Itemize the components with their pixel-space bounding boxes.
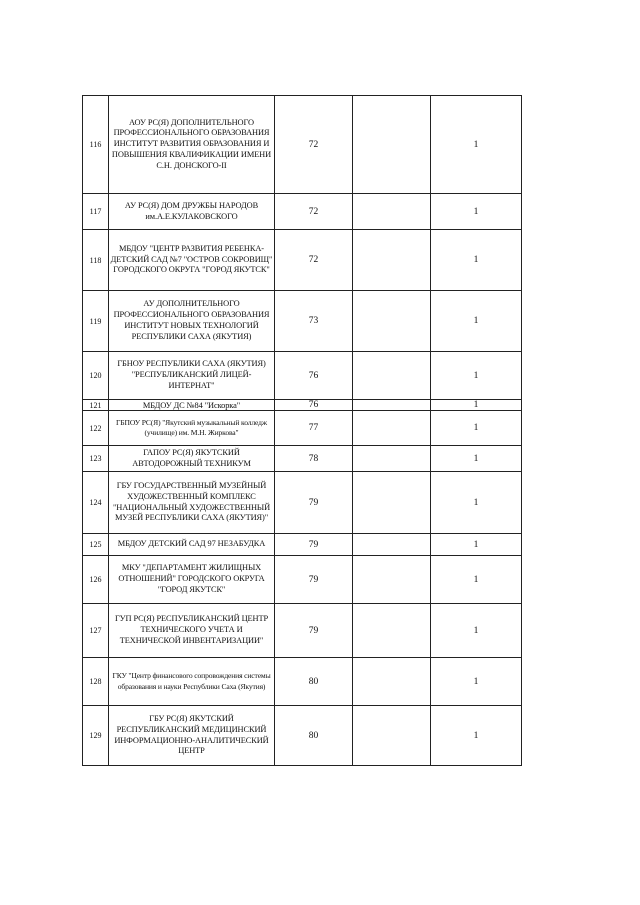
row-number: 125 — [83, 534, 109, 556]
organization-name: ГУП РС(Я) РЕСПУБЛИКАНСКИЙ ЦЕНТР ТЕХНИЧЕСКОГО УЧЕТА И ТЕХНИЧЕСКОЙ ИНВЕНТАРИЗАЦИИ" — [109, 604, 275, 658]
row-count: 1 — [431, 96, 522, 194]
empty-cell — [353, 472, 431, 534]
empty-cell — [353, 556, 431, 604]
organization-name: МБДОУ ДС №84 "Искорка" — [109, 400, 275, 411]
empty-cell — [353, 411, 431, 446]
organization-name: ГБПОУ РС(Я) "Якутский музыкальный колледж (училище) им. М.Н. Жиркова" — [109, 411, 275, 446]
row-number: 122 — [83, 411, 109, 446]
organization-name: ГБУ ГОСУДАРСТВЕННЫЙ МУЗЕЙНЫЙ ХУДОЖЕСТВЕННЫЙ КОМПЛЕКС "НАЦИОНАЛЬНЫЙ ХУДОЖЕСТВЕННЫЙ МУЗЕЙ РЕСПУБЛИКИ САХА (ЯКУТИЯ)" — [109, 472, 275, 534]
table-row — [83, 291, 522, 352]
row-number: 117 — [83, 194, 109, 230]
row-count: 1 — [431, 706, 522, 766]
table-body — [83, 96, 522, 766]
row-value: 80 — [275, 706, 353, 766]
empty-cell — [353, 604, 431, 658]
row-count: 1 — [431, 658, 522, 706]
row-count: 1 — [431, 291, 522, 352]
table-row — [83, 556, 522, 604]
table-row — [83, 706, 522, 766]
row-number: 123 — [83, 446, 109, 472]
row-count: 1 — [431, 534, 522, 556]
row-value: 78 — [275, 446, 353, 472]
row-count: 1 — [431, 472, 522, 534]
organization-name: АОУ РС(Я) ДОПОЛНИТЕЛЬНОГО ПРОФЕССИОНАЛЬНОГО ОБРАЗОВАНИЯ ИНСТИТУТ РАЗВИТИЯ ОБРАЗОВАНИЯ И ПОВЫШЕНИЯ КВАЛИФИКАЦИИ ИМЕНИ С.Н. ДОНСКОГО-II — [109, 96, 275, 194]
organization-name: ГБУ РС(Я) ЯКУТСКИЙ РЕСПУБЛИКАНСКИЙ МЕДИЦИНСКИЙ ИНФОРМАЦИОННО-АНАЛИТИЧЕСКИЙ ЦЕНТР — [109, 706, 275, 766]
table-row — [83, 604, 522, 658]
table-row — [83, 534, 522, 556]
row-number: 120 — [83, 352, 109, 400]
empty-cell — [353, 230, 431, 291]
row-number: 128 — [83, 658, 109, 706]
row-count: 1 — [431, 604, 522, 658]
row-value: 73 — [275, 291, 353, 352]
table-row — [83, 194, 522, 230]
row-value: 72 — [275, 194, 353, 230]
empty-cell — [353, 534, 431, 556]
row-count: 1 — [431, 352, 522, 400]
organizations-table — [82, 95, 522, 766]
row-value: 79 — [275, 604, 353, 658]
organization-name: ГКУ "Центр финансового сопровождения системы образования и науки Республики Саха (Якутия) — [109, 658, 275, 706]
empty-cell — [353, 706, 431, 766]
table-row — [83, 352, 522, 400]
row-number: 118 — [83, 230, 109, 291]
organization-name: АУ ДОПОЛНИТЕЛЬНОГО ПРОФЕССИОНАЛЬНОГО ОБРАЗОВАНИЯ ИНСТИТУТ НОВЫХ ТЕХНОЛОГИЙ РЕСПУБЛИКИ САХА (ЯКУТИЯ) — [109, 291, 275, 352]
organization-name: МКУ "ДЕПАРТАМЕНТ ЖИЛИЩНЫХ ОТНОШЕНИЙ" ГОРОДСКОГО ОКРУГА "ГОРОД ЯКУТСК" — [109, 556, 275, 604]
empty-cell — [353, 400, 431, 411]
row-number: 124 — [83, 472, 109, 534]
row-count: 1 — [431, 400, 522, 411]
row-number: 116 — [83, 96, 109, 194]
row-count: 1 — [431, 411, 522, 446]
organization-name: АУ РС(Я) ДОМ ДРУЖБЫ НАРОДОВ им.А.Е.КУЛАКОВСКОГО — [109, 194, 275, 230]
row-value: 79 — [275, 534, 353, 556]
row-value: 76 — [275, 400, 353, 411]
row-count: 1 — [431, 230, 522, 291]
table-row — [83, 472, 522, 534]
row-number: 119 — [83, 291, 109, 352]
empty-cell — [353, 352, 431, 400]
table-row — [83, 230, 522, 291]
table-row — [83, 400, 522, 411]
row-value: 72 — [275, 230, 353, 291]
table-row — [83, 658, 522, 706]
row-value: 72 — [275, 96, 353, 194]
organization-name: МБДОУ ДЕТСКИЙ САД 97 НЕЗАБУДКА — [109, 534, 275, 556]
row-value: 76 — [275, 352, 353, 400]
row-value: 77 — [275, 411, 353, 446]
row-value: 79 — [275, 556, 353, 604]
table-row — [83, 96, 522, 194]
row-count: 1 — [431, 556, 522, 604]
row-number: 127 — [83, 604, 109, 658]
organization-name: МБДОУ "ЦЕНТР РАЗВИТИЯ РЕБЕНКА-ДЕТСКИЙ САД №7 "ОСТРОВ СОКРОВИЩ" ГОРОДСКОГО ОКРУГА "ГОРОД ЯКУТСК" — [109, 230, 275, 291]
empty-cell — [353, 96, 431, 194]
table-row — [83, 446, 522, 472]
empty-cell — [353, 658, 431, 706]
table-row — [83, 411, 522, 446]
organization-name: ГАПОУ РС(Я) ЯКУТСКИЙ АВТОДОРОЖНЫЙ ТЕХНИКУМ — [109, 446, 275, 472]
empty-cell — [353, 291, 431, 352]
row-value: 79 — [275, 472, 353, 534]
row-number: 121 — [83, 400, 109, 411]
row-value: 80 — [275, 658, 353, 706]
row-number: 126 — [83, 556, 109, 604]
row-number: 129 — [83, 706, 109, 766]
organization-name: ГБНОУ РЕСПУБЛИКИ САХА (ЯКУТИЯ) "РЕСПУБЛИКАНСКИЙ ЛИЦЕЙ-ИНТЕРНАТ" — [109, 352, 275, 400]
row-count: 1 — [431, 446, 522, 472]
row-count: 1 — [431, 194, 522, 230]
empty-cell — [353, 446, 431, 472]
empty-cell — [353, 194, 431, 230]
